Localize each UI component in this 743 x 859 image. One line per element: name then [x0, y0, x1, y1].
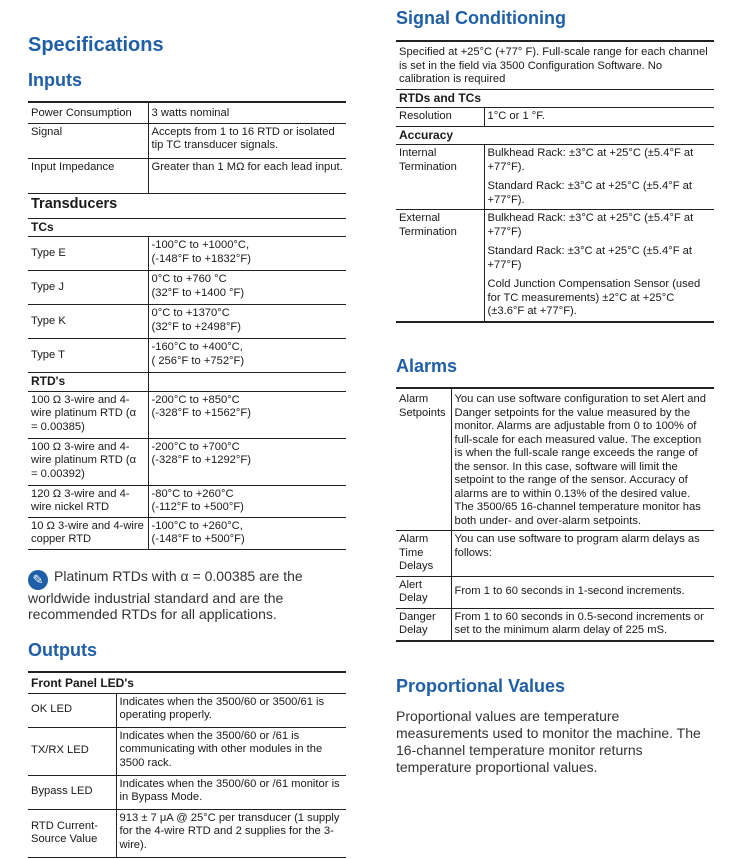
value-line: (32°F to +1400 °F) — [151, 286, 245, 299]
table-row — [28, 305, 346, 339]
row-label: Bypass LED — [28, 775, 116, 809]
accuracy-subheading: Accuracy — [396, 126, 714, 145]
table-row — [28, 809, 346, 857]
row-value — [148, 517, 346, 549]
table-row — [28, 218, 346, 237]
row-value: You can use software to program alarm delays as follows: — [451, 531, 714, 577]
value-line: (-148°F to +1832°F) — [151, 252, 251, 265]
table-row — [28, 123, 346, 158]
row-label: Alarm Setpoints — [396, 388, 451, 531]
row-label: Resolution — [396, 108, 484, 127]
table-row — [396, 41, 714, 89]
note-text: Platinum RTDs with α = 0.00385 are the worldwide industrial standard and are the recommended RTDs for all applications. — [28, 568, 303, 622]
row-label: 120 Ω 3-wire and 4-wire nickel RTD — [28, 485, 148, 517]
row-value: From 1 to 60 seconds in 0.5-second increments or set to the minimum alarm delay of 225 mS. — [451, 608, 714, 641]
row-value: Indicates when the 3500/60 or /61 monitor is in Bypass Mode. — [116, 775, 346, 809]
row-label: Type E — [28, 237, 148, 271]
platinum-note — [28, 568, 346, 622]
outputs-heading: Outputs — [28, 640, 97, 660]
table-row — [396, 126, 714, 145]
row-label: Input Impedance — [28, 158, 148, 193]
value-line: Bulkhead Rack: ±3°C at +25°C (±5.4°F at +77°F) — [487, 212, 694, 238]
row-value — [148, 485, 346, 517]
row-label: Danger Delay — [396, 608, 451, 641]
value-line: -160°C to +400°C, — [151, 341, 243, 353]
row-label: TX/RX LED — [28, 727, 116, 775]
table-row — [28, 438, 346, 485]
row-label: Type T — [28, 339, 148, 373]
table-row — [28, 672, 346, 693]
table-row — [28, 102, 346, 123]
row-label: Alert Delay — [396, 576, 451, 608]
table-row — [396, 531, 714, 577]
row-value: Indicates when the 3500/60 or /61 is communicating with other modules in the 3500 rack. — [116, 727, 346, 775]
row-label: RTD Current-Source Value — [28, 809, 116, 857]
row-label: Internal Termination — [396, 145, 484, 210]
table-row — [28, 775, 346, 809]
value-line: (-328°F to +1292°F) — [151, 454, 251, 466]
row-value: You can use software configuration to set Alert and Danger setpoints for the value measured by the monitor. Alarms are adjustable from 0 to 100% of full-scale for each measured value. The exception is when the full-scale range exceeds the range of the sensor. In this case, software will limit the setpoint to the range of the sensor. Accuracy of alarms are to within 0.13% of the desired value. The 3500/65 16-channel temperature monitor has both under- and over-alarm setpoints. — [451, 388, 714, 531]
row-label: Alarm Time Delays — [396, 531, 451, 577]
table-row — [28, 693, 346, 727]
value-line: (-112°F to +500°F) — [151, 501, 244, 513]
row-value — [484, 210, 714, 322]
row-value: Greater than 1 MΩ for each lead input. — [148, 158, 346, 193]
row-label: External Termination — [396, 210, 484, 322]
row-value: Accepts from 1 to 16 RTD or isolated tip TC transducer signals. — [148, 123, 346, 158]
value-line: -100°C to +260°C, — [151, 519, 243, 532]
pencil-icon: ✎ — [28, 570, 48, 590]
signal-conditioning-heading: Signal Conditioning — [396, 8, 566, 28]
value-line: ( 256°F to +752°F) — [151, 354, 245, 367]
inputs-table — [28, 101, 346, 550]
table-row — [28, 193, 346, 218]
row-label: Type J — [28, 271, 148, 305]
row-value: Indicates when the 3500/60 or 3500/61 is operating properly. — [116, 693, 346, 727]
signal-conditioning-table — [396, 40, 714, 323]
table-row — [396, 108, 714, 127]
table-row — [396, 388, 714, 531]
value-line: 0°C to +760 °C — [151, 273, 227, 285]
table-row — [28, 237, 346, 271]
table-row — [28, 517, 346, 549]
row-label: 100 Ω 3-wire and 4-wire platinum RTD (α = 0.00392) — [28, 438, 148, 485]
row-label: OK LED — [28, 693, 116, 727]
tcs-subheading: TCs — [28, 218, 346, 237]
table-row — [396, 576, 714, 608]
value-line: (32°F to +2498°F) — [151, 320, 241, 333]
table-row — [28, 391, 346, 438]
intro-text: Specified at +25°C (+77° F). Full-scale range for each channel is set in the field via 3500 Configuration Software. No calibration is required — [396, 41, 714, 89]
table-row — [28, 727, 346, 775]
table-row — [396, 210, 714, 322]
row-label: 10 Ω 3-wire and 4-wire copper RTD — [28, 517, 148, 549]
row-value: 913 ± 7 μA @ 25°C per transducer (1 supply for the 4-wire RTD and 2 supplies for the 3-wire). — [116, 809, 346, 857]
row-value — [484, 145, 714, 210]
row-value — [148, 271, 346, 305]
value-line: 0°C to +1370°C — [151, 307, 230, 319]
proportional-values-heading: Proportional Values — [396, 676, 566, 696]
value-line: -80°C to +260°C — [151, 487, 234, 500]
table-row — [396, 608, 714, 641]
value-line: -100°C to +1000°C, — [151, 239, 250, 251]
table-row — [28, 485, 346, 517]
row-value — [148, 305, 346, 339]
row-value: 3 watts nominal — [148, 102, 346, 123]
value-line: Standard Rack: ±3°C at +25°C (±5.4°F at +77°F). — [487, 180, 692, 206]
value-line: -200°C to +700°C — [151, 440, 240, 453]
table-row — [28, 373, 346, 392]
row-value: 1°C or 1 °F. — [484, 108, 714, 127]
proportional-values-text: Proportional values are temperature measurements used to monitor the machine. The 16-channel temperature monitor returns temperature proportional values. — [396, 708, 701, 775]
row-value — [148, 339, 346, 373]
rtds-subheading: RTD's — [28, 373, 148, 392]
value-line: Standard Rack: ±3°C at +25°C (±5.4°F at +77°F) — [487, 245, 692, 271]
transducers-heading: Transducers — [28, 193, 346, 218]
row-value — [148, 391, 346, 438]
table-row — [28, 339, 346, 373]
row-value — [148, 438, 346, 485]
alarms-table — [396, 387, 714, 642]
row-label: 100 Ω 3-wire and 4-wire platinum RTD (α = 0.00385) — [28, 391, 148, 438]
row-label: Signal — [28, 123, 148, 158]
alarms-heading: Alarms — [396, 356, 458, 376]
table-row — [28, 271, 346, 305]
page-title: Specifications — [28, 34, 164, 56]
row-value — [148, 237, 346, 271]
table-row — [396, 145, 714, 210]
table-row — [28, 158, 346, 193]
empty-cell — [148, 373, 346, 392]
inputs-heading: Inputs — [28, 70, 82, 90]
row-value: From 1 to 60 seconds in 1-second increments. — [451, 576, 714, 608]
value-line: (-328°F to +1562°F) — [151, 407, 251, 419]
value-line: (-148°F to +500°F) — [151, 533, 245, 545]
value-line: -200°C to +850°C — [151, 393, 240, 406]
front-panel-leds-subheading: Front Panel LED's — [28, 672, 346, 693]
value-line: Cold Junction Compensation Sensor (used for TC measurements) ±2°C at +25°C (±3.6°F at +77°F). — [487, 278, 701, 317]
row-label: Power Consumption — [28, 102, 148, 123]
table-row — [396, 89, 714, 108]
row-label: Type K — [28, 305, 148, 339]
outputs-table — [28, 671, 346, 858]
value-line: Bulkhead Rack: ±3°C at +25°C (±5.4°F at +77°F). — [487, 147, 694, 173]
rtds-tcs-subheading: RTDs and TCs — [396, 89, 714, 108]
